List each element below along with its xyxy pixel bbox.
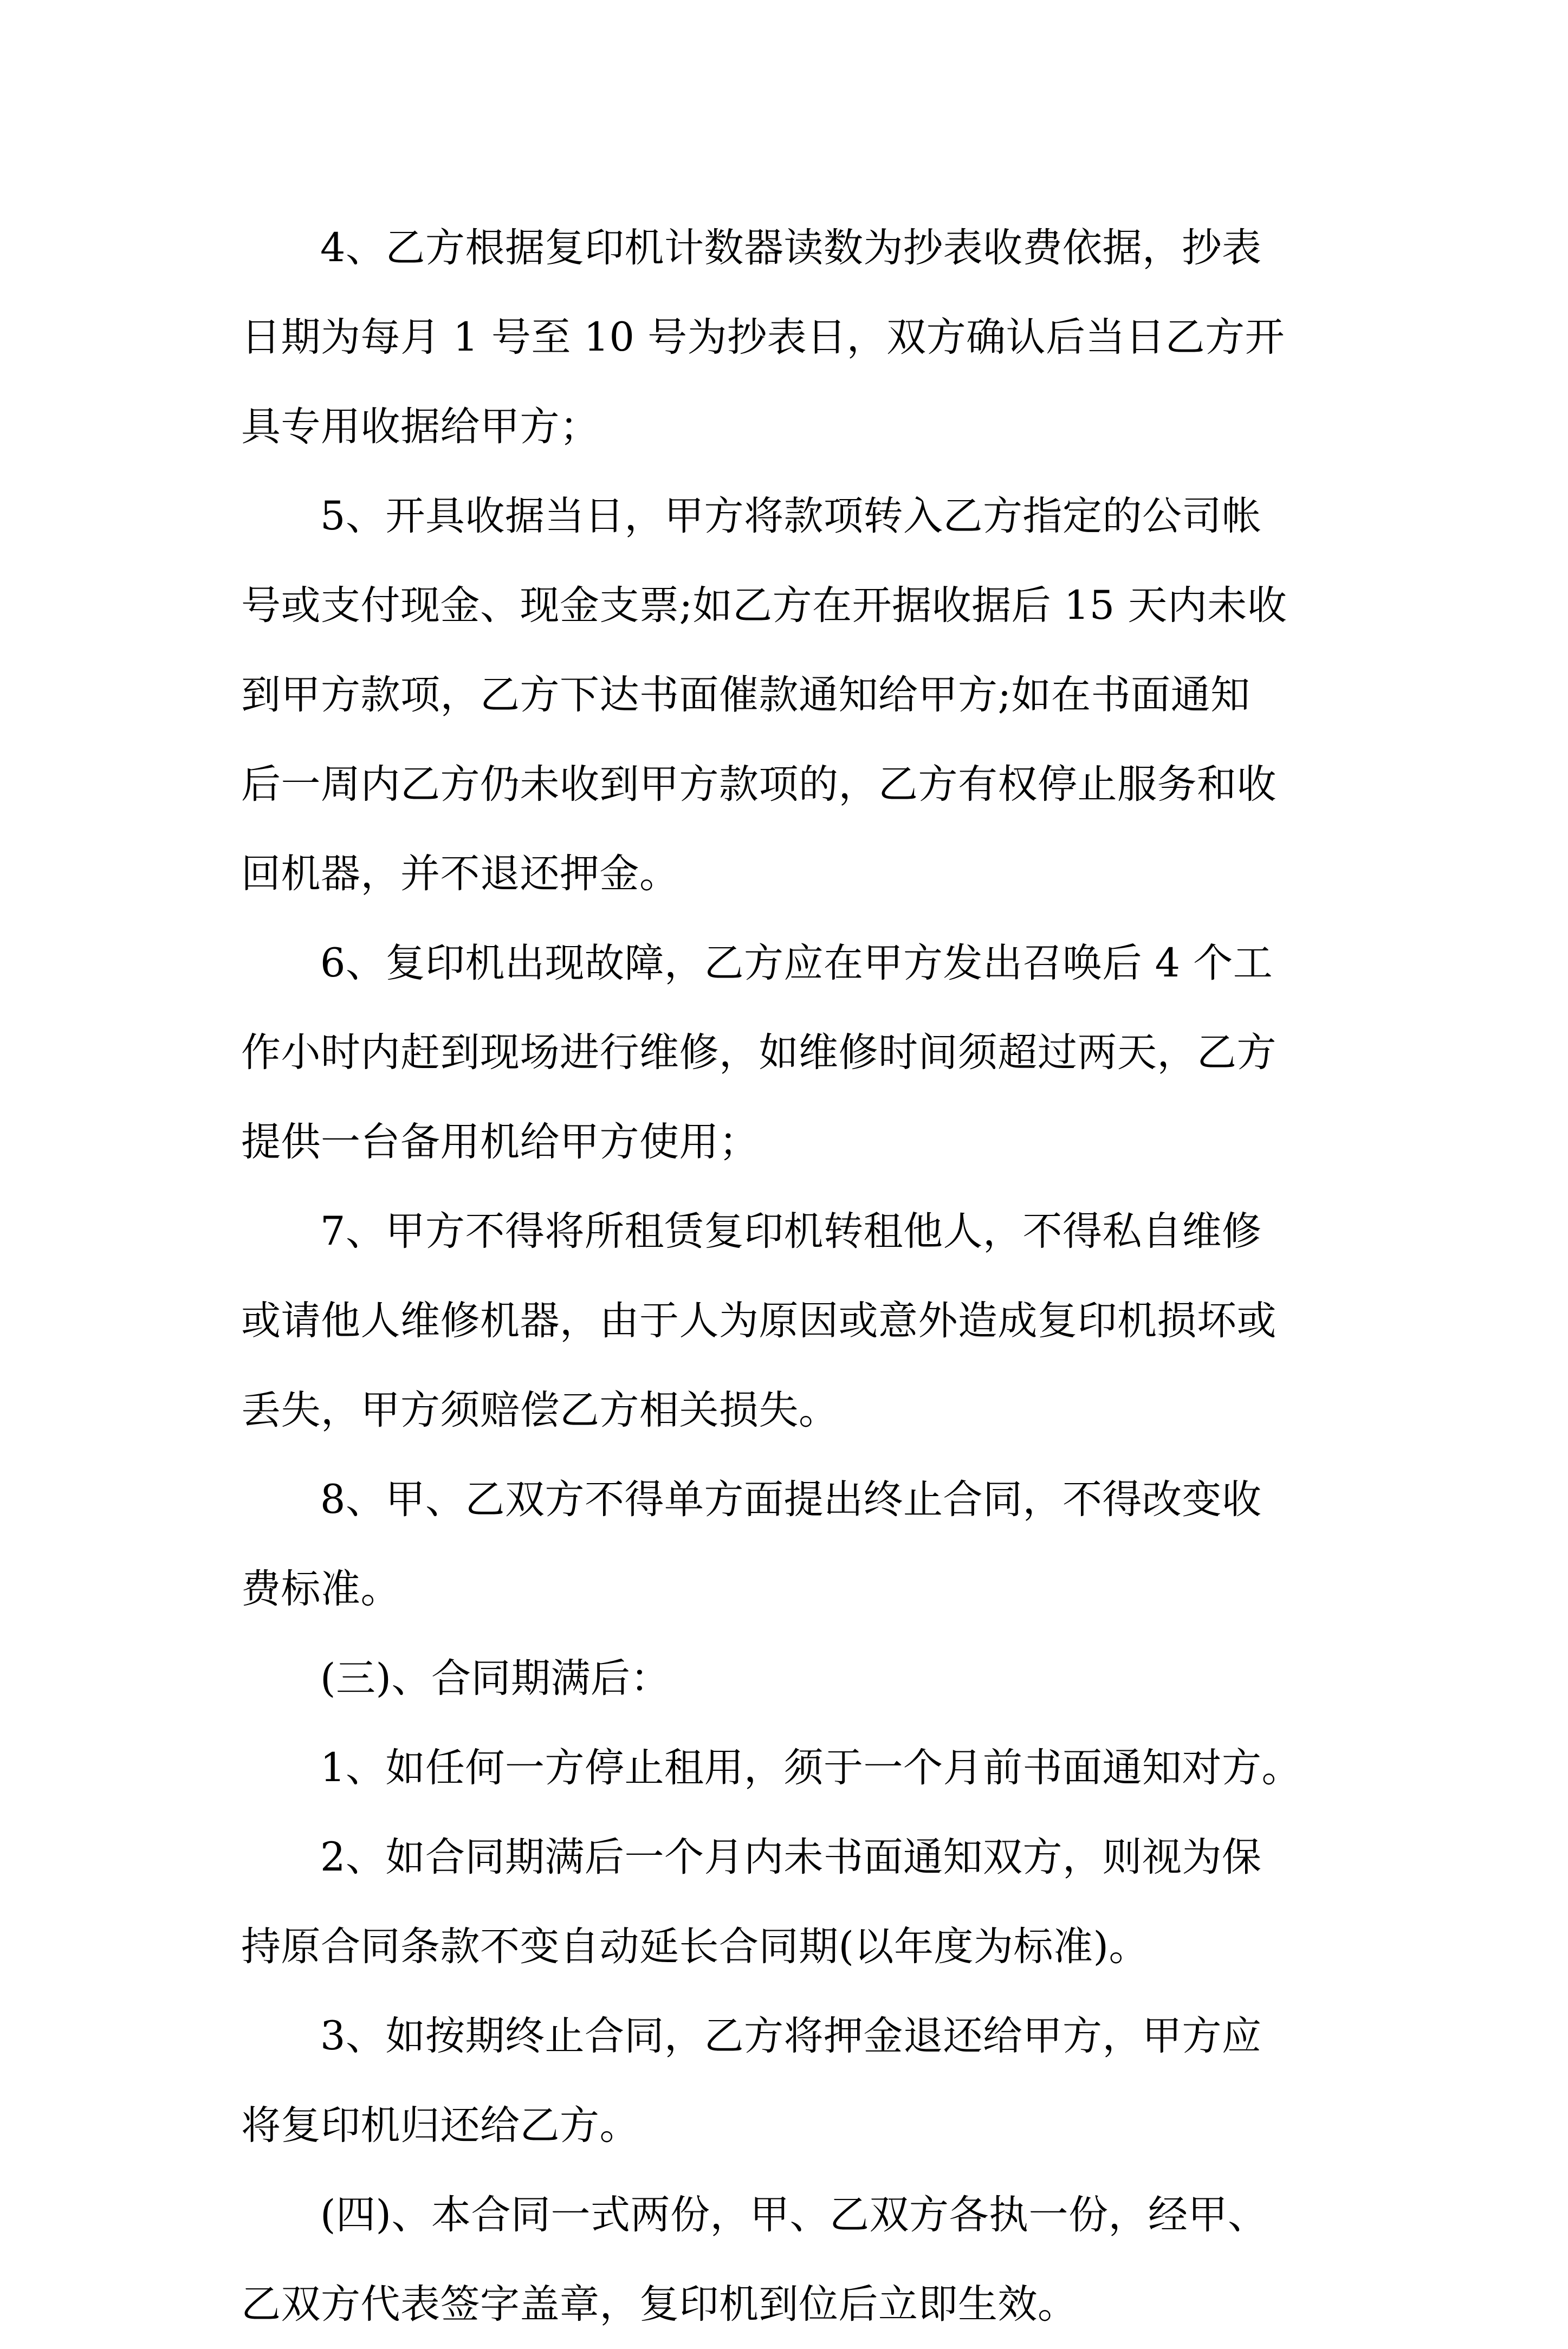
text-line: 到甲方款项，乙方下达书面催款通知给甲方;如在书面通知 xyxy=(241,672,1250,718)
text-line: 号或支付现金、现金支票;如乙方在开据收据后 15 天内未收 xyxy=(241,583,1287,629)
text-line: 7、甲方不得将所租赁复印机转租他人，不得私自维修 xyxy=(320,1208,1262,1254)
text-line: 回机器，并不退还押金。 xyxy=(241,851,679,897)
text-line: 日期为每月 1 号至 10 号为抄表日，双方确认后当日乙方开 xyxy=(241,314,1285,360)
text-line: 乙双方代表签字盖章，复印机到位后立即生效。 xyxy=(241,2281,1078,2327)
text-line: 费标准。 xyxy=(241,1566,400,1612)
text-line: 8、甲、乙双方不得单方面提出终止合同，不得改变收 xyxy=(320,1477,1262,1523)
text-line: 或请他人维修机器，由于人为原因或意外造成复印机损坏或 xyxy=(241,1298,1277,1344)
section-4-paragraph xyxy=(241,2170,1341,2349)
text-line: 作小时内赶到现场进行维修，如维修时间须超过两天，乙方 xyxy=(241,1030,1277,1076)
section-3-item-2-paragraph xyxy=(241,1813,1341,1991)
text-line: 5、开具收据当日，甲方将款项转入乙方指定的公司帐 xyxy=(320,493,1262,539)
section-3-item-3-paragraph xyxy=(241,1991,1341,2170)
text-line: 1、如任何一方停止租用，须于一个月前书面通知对方。 xyxy=(320,1745,1301,1791)
text-line: 持原合同条款不变自动延长合同期(以年度为标准)。 xyxy=(241,1924,1149,1970)
text-line: 具专用收据给甲方； xyxy=(241,404,600,450)
text-line: (四)、本合同一式两份，甲、乙双方各执一份，经甲、 xyxy=(320,2192,1268,2238)
text-line: 后一周内乙方仍未收到甲方款项的，乙方有权停止服务和收 xyxy=(241,761,1277,807)
text-line: 丢失，甲方须赔偿乙方相关损失。 xyxy=(241,1387,839,1433)
text-line: 2、如合同期满后一个月内未书面通知双方，则视为保 xyxy=(320,1834,1262,1880)
clause-7-paragraph xyxy=(241,1187,1341,1455)
text-line: 4、乙方根据复印机计数器读数为抄表收费依据，抄表 xyxy=(320,225,1262,271)
clause-4-paragraph xyxy=(241,203,1341,471)
clause-8-paragraph xyxy=(241,1455,1341,1634)
text-line: 6、复印机出现故障，乙方应在甲方发出召唤后 4 个工 xyxy=(320,940,1273,986)
section-3-item-1-paragraph xyxy=(241,1723,1341,1813)
clause-6-paragraph xyxy=(241,918,1341,1187)
clause-5-paragraph xyxy=(241,471,1341,918)
text-line: 将复印机归还给乙方。 xyxy=(241,2102,639,2149)
text-line: 提供一台备用机给甲方使用； xyxy=(241,1119,759,1165)
text-line: 3、如按期终止合同，乙方将押金退还给甲方，甲方应 xyxy=(320,2013,1262,2059)
text-line: (三)、合同期满后： xyxy=(320,1655,670,1701)
section-3-heading xyxy=(241,1634,1341,1723)
contract-body xyxy=(241,203,1341,2349)
